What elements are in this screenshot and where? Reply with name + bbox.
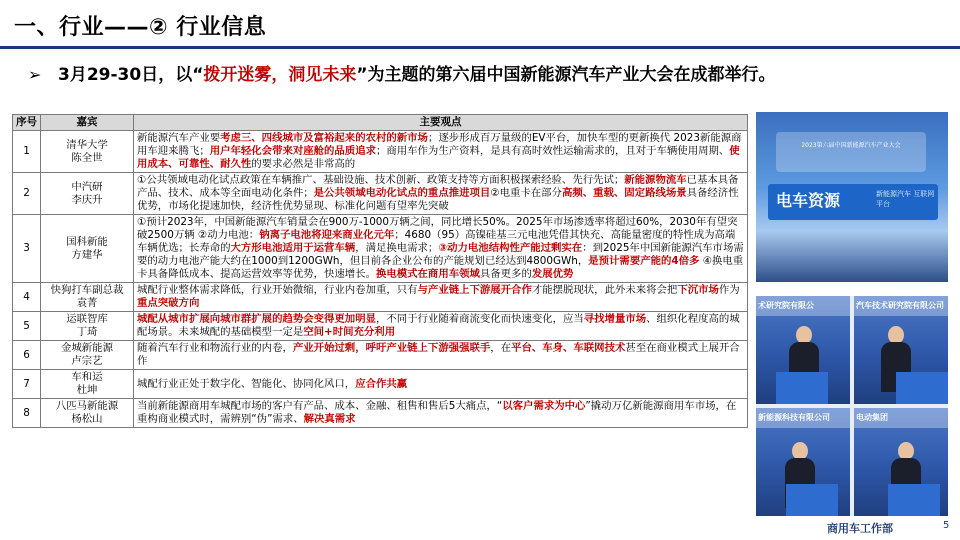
table-row — [13, 312, 748, 341]
row-viewpoint — [134, 131, 748, 173]
guest-org: 金城新能源 — [61, 342, 113, 354]
guest-name: 杜坤 — [76, 384, 98, 396]
header-index: 序号 — [13, 115, 41, 131]
row-viewpoint — [134, 283, 748, 312]
speaker-caption: 汽车技术研究院有限公司 — [856, 301, 944, 310]
viewpoint-highlight: 下沉市场 — [677, 284, 719, 296]
row-viewpoint — [134, 312, 748, 341]
row-viewpoint — [134, 341, 748, 370]
headline — [28, 60, 776, 85]
guest-org: 中汽研 — [71, 180, 103, 193]
viewpoint-text: ①公共领域电动化试点政策在车辆推广、基础设施、技术创新、政策支持等方面积极探索经验、先行先试； — [137, 174, 625, 186]
guest-name: 丁琦 — [76, 326, 98, 338]
header-viewpoint: 主要观点 — [134, 115, 748, 131]
page-number: 5 — [943, 520, 950, 531]
viewpoint-highlight: 大方形电池适用于运营车辆 — [230, 242, 356, 254]
speaker-caption: 术研究院有限公 — [758, 301, 814, 310]
row-index: 3 — [13, 215, 41, 283]
stage-text: 2023第六届中国新能源汽车产业大会 — [801, 142, 901, 149]
department-label: 商用车工作部 — [827, 522, 893, 535]
row-index: 5 — [13, 312, 41, 341]
row-guest — [41, 399, 134, 428]
conference-hall-photo — [756, 112, 948, 282]
viewpoint-highlight: 是公共领域电动化试点的重点推进项目 — [313, 187, 491, 199]
viewpoint-text: ，满足换电需求； — [355, 242, 439, 254]
sponsor-banner — [768, 184, 938, 220]
guest-name: 杨松山 — [71, 413, 103, 425]
headline-suffix: ”为主题的第六届中国新能源汽车产业大会在成都举行。 — [356, 65, 776, 85]
table-body — [13, 131, 748, 428]
table-header-row — [13, 115, 748, 131]
row-viewpoint — [134, 173, 748, 215]
speaker-caption: 新能源科技有限公司 — [758, 413, 830, 422]
guest-name: 袁菁 — [76, 297, 98, 309]
guest-name: 卢宗艺 — [71, 355, 103, 367]
viewpoint-text: ②电重卡在部分 — [490, 187, 562, 199]
row-guest — [41, 215, 134, 283]
photo-column — [756, 112, 948, 516]
viewpoint-highlight: ③动力电池结构性产能过剩实在 — [438, 242, 583, 254]
guest-org: 快狗打车副总裁 — [50, 284, 124, 296]
row-index: 8 — [13, 399, 41, 428]
guest-org: 国科新能 — [66, 235, 108, 248]
table-row — [13, 215, 748, 283]
viewpoint-text: 已基本具备产品、技术、成本等全面电动化条件； — [137, 174, 739, 199]
banner-subtext: 新能源汽车 互联网平台 — [876, 190, 935, 208]
viewpoint-text: 城配行业正处于数字化、智能化、协同化风口， — [137, 377, 356, 390]
viewpoint-text: 才能摆脱现状，此外未来将会把 — [531, 284, 678, 296]
table-row — [13, 341, 748, 370]
viewpoint-highlight: 用户年轻化会带来对座舱的品质追求 — [209, 145, 376, 157]
viewpoint-text: ”撬动万亿新能源商用车市场，在重构商业模式时，需辨别“伪”需求、 — [137, 400, 737, 425]
viewpoint-text: ④换电重卡具备降低成本、提高运营效率等优势，快速增长。 — [137, 255, 744, 280]
viewpoint-highlight: 使用成本、可靠性、耐久性 — [137, 145, 740, 170]
guest-org: 清华大学 — [66, 138, 108, 151]
viewpoint-text: 甚至在商业模式上展开合作 — [137, 342, 740, 367]
row-index: 6 — [13, 341, 41, 370]
table-row — [13, 370, 748, 399]
row-guest — [41, 283, 134, 312]
guest-org: 车和运 — [71, 371, 103, 383]
page-title: 一、行业——② 行业信息 — [14, 15, 267, 40]
bullet-arrow-icon: ➢ — [28, 65, 42, 84]
row-index: 2 — [13, 173, 41, 215]
viewpoint-highlight: 与产业链上下游展开合作 — [417, 284, 532, 296]
row-index: 7 — [13, 370, 41, 399]
row-guest — [41, 370, 134, 399]
viewpoint-text: 具备经济性优势，市场化提速加快，经济性优势显现、标准化问题有望率先突破 — [137, 187, 739, 212]
viewpoint-highlight: 高频、重载、固定路线场景 — [561, 187, 687, 199]
viewpoint-highlight: 解决真需求 — [303, 413, 356, 425]
guest-name: 李庆升 — [71, 193, 103, 206]
guest-name: 陈全世 — [71, 151, 103, 164]
headline-theme: 拨开迷雾，洞见未来 — [203, 65, 357, 85]
viewpoint-text: ：到2025年中国新能源汽车市场需要的动力电池产能大约在1000到1200GWh，但目前各企业公布的产能规划已经达到4800GWh， — [137, 242, 744, 267]
speaker-photo-grid — [756, 296, 948, 516]
row-viewpoint — [134, 215, 748, 283]
viewpoint-highlight: 以客户需求为中心 — [502, 400, 586, 412]
stage-screen — [776, 132, 926, 172]
viewpoint-text: 城配行业整体需求降低，行业开始微缩，行业内卷加重，只有 — [137, 284, 418, 296]
guest-org: 八匹马新能源 — [55, 400, 119, 412]
viewpoint-highlight: 平台、车身、车联网技术 — [511, 342, 626, 354]
row-viewpoint — [134, 370, 748, 399]
viewpoint-text: 的要求必然是非常高的 — [251, 158, 356, 170]
speaker-caption: 电动集团 — [856, 413, 888, 422]
viewpoint-highlight: 空间+时间充分利用 — [303, 326, 396, 338]
viewpoint-highlight: 寻找增量市场 — [583, 313, 647, 325]
viewpoint-text: 作为 — [718, 284, 740, 296]
guest-org: 运联智库 — [66, 313, 108, 325]
viewpoint-text: ，在 — [490, 342, 512, 354]
speaker-photo — [854, 296, 948, 404]
headline-prefix: 3月29-30日，以“ — [58, 65, 204, 85]
viewpoint-highlight: 考虑三、四线城市及富裕起来的农村的新市场 — [220, 132, 428, 144]
row-guest — [41, 341, 134, 370]
viewpoint-text: ；4680（95）高镍硅基三元电池凭借其快充、高能量密度的特性成为高端车辆优选；长寿命的 — [137, 229, 736, 254]
viewpoint-text: ；商用车作为生产资料，是具有高时效性运输需求的，且对于车辆使用周期、 — [375, 145, 730, 157]
viewpoint-text: ①预计2023年，中国新能源汽车销量会在900万-1000万辆之间，同比增长50%。2025年市场渗透率将超过60%，2030年有望突破2500万辆 ②动力电池： — [137, 216, 738, 241]
speaker-photo — [854, 408, 948, 516]
row-index: 4 — [13, 283, 41, 312]
viewpoint-text: 当前新能源商用车城配市场的客户有产品、成本、金融、租售和售后5大痛点，“ — [137, 400, 503, 412]
viewpoint-highlight: 城配从城市扩展向城市群扩展的趋势会变得更加明显 — [137, 313, 376, 325]
row-guest — [41, 173, 134, 215]
viewpoint-text: 新能源汽车产业要 — [137, 132, 221, 144]
viewpoint-text: 具备更多的 — [479, 268, 532, 280]
viewpoint-text: 随着汽车行业和物流行业的内卷， — [137, 342, 293, 354]
viewpoints-table — [12, 114, 748, 428]
viewpoint-text: ；逐步形成百万量级的EV平台，加快车型的更新换代 2023新能源商用车迎来腾飞； — [137, 132, 742, 157]
viewpoint-highlight: 重点突破方向 — [137, 297, 200, 309]
row-guest — [41, 131, 134, 173]
viewpoint-highlight: 产业开始过剩，呼吁产业链上下游强强联手 — [292, 342, 491, 354]
table-row — [13, 283, 748, 312]
viewpoint-highlight: 换电模式在商用车领域 — [375, 268, 480, 280]
viewpoint-text: ，不同于行业随着商流变化而快速变化，应当 — [375, 313, 584, 325]
header-guest: 嘉宾 — [41, 115, 134, 131]
row-viewpoint — [134, 399, 748, 428]
table-row — [13, 173, 748, 215]
title-divider — [0, 46, 960, 49]
guest-name: 方建华 — [71, 248, 103, 261]
table-row — [13, 399, 748, 428]
viewpoint-highlight: 应合作共赢 — [355, 377, 408, 390]
viewpoint-highlight: 是预计需要产能的4倍多 — [588, 255, 700, 267]
viewpoint-highlight: 新能源物流车 — [624, 174, 687, 186]
banner-text: 电车资源 — [776, 191, 841, 210]
row-guest — [41, 312, 134, 341]
speaker-photo — [756, 296, 850, 404]
viewpoint-text: 、组织化程度高的城配场景。未来城配的基础模型一定是 — [137, 313, 740, 338]
table-row — [13, 131, 748, 173]
viewpoint-highlight: 钠离子电池将迎来商业化元年 — [259, 229, 395, 241]
row-index: 1 — [13, 131, 41, 173]
speaker-photo — [756, 408, 850, 516]
viewpoint-highlight: 发展优势 — [531, 268, 574, 280]
